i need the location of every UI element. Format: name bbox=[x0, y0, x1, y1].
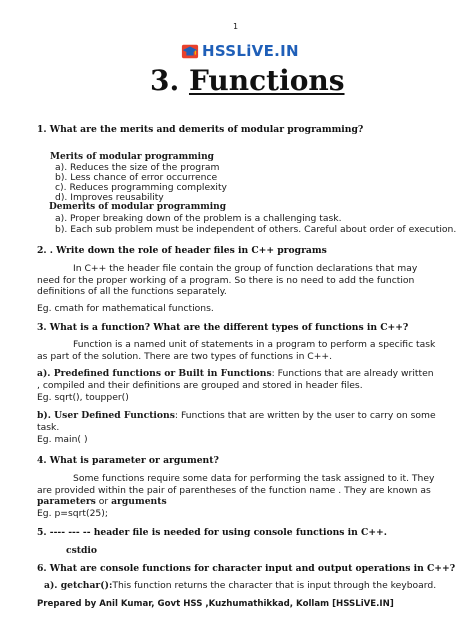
merits-heading: Merits of modular programming bbox=[50, 152, 214, 162]
merit-item: a). Reduces the size of the program bbox=[55, 162, 220, 173]
predefined-functions bbox=[37, 368, 439, 391]
question-4: 4. What is parameter or argument? bbox=[37, 455, 219, 466]
site-logo[interactable] bbox=[181, 40, 299, 62]
predefined-text: : Functions that are already written , compiled and their definitions are grouped and stored in header files. bbox=[37, 368, 434, 391]
question-1: 1. What are the merits and demerits of modular programming? bbox=[37, 124, 364, 135]
page-footer: Prepared by Anil Kumar, Govt HSS ,Kuzhumathikkad, Kollam [HSSLiVE.IN] bbox=[37, 599, 394, 609]
term-parameters: parameters bbox=[37, 496, 96, 507]
merit-item: b). Less chance of error occurrence bbox=[55, 172, 218, 183]
user-defined-example: Eg. main( ) bbox=[37, 434, 88, 445]
predefined-example: Eg. sqrt(), toupper() bbox=[37, 392, 129, 403]
graduation-cap-icon bbox=[181, 42, 199, 60]
page-number: 1 bbox=[233, 22, 239, 31]
answer-4-text: Some functions require some data for performing the task assigned to it. They are provided within the pair of parentheses of the function name . They are known as bbox=[37, 473, 435, 496]
term-arguments: arguments bbox=[111, 496, 167, 507]
user-defined-text: : Functions that are written by the user to carry on some task. bbox=[37, 410, 436, 433]
answer-5: cstdio bbox=[66, 545, 98, 556]
answer-4 bbox=[37, 473, 439, 508]
logo-text: HSSLiVE.IN bbox=[202, 42, 299, 60]
demerits-heading: Demerits of modular programming bbox=[49, 202, 226, 212]
answer-2: In C++ the header file contain the group of function declarations that may need for the proper working of a program. So there is no need to add the function definitions of all the functions separately. bbox=[37, 263, 418, 297]
predefined-label: a). Predefined functions or Built in Functions bbox=[37, 368, 272, 379]
question-2: 2. . Write down the role of header files in C++ programs bbox=[37, 245, 327, 256]
example-4: Eg. p=sqrt(25); bbox=[37, 508, 108, 519]
merit-item: d). Improves reusability bbox=[55, 192, 164, 203]
question-6: 6. What are console functions for character input and output operations in C++? bbox=[37, 563, 456, 574]
question-5: 5. ---- --- -- header file is needed for using console functions in C++. bbox=[37, 527, 387, 538]
answer-3: Function is a named unit of statements in a program to perform a specific task as part of the solution. There are two types of functions in C++. bbox=[37, 339, 436, 362]
getchar-label: a). getchar(): bbox=[44, 580, 113, 591]
example-2: Eg. cmath for mathematical functions. bbox=[37, 303, 214, 314]
demerit-item: a). Proper breaking down of the problem is a challenging task. bbox=[55, 213, 342, 224]
demerit-item: b). Each sub problem must be independent of others. Careful about order of execution. bbox=[55, 224, 457, 235]
title-number: 3. bbox=[150, 64, 180, 97]
getchar-description bbox=[44, 580, 436, 591]
user-defined-label: b). User Defined Functions bbox=[37, 410, 175, 421]
answer-4-or: or bbox=[95, 496, 112, 507]
page-title bbox=[150, 64, 345, 97]
title-text: Functions bbox=[188, 64, 345, 97]
user-defined-functions bbox=[37, 410, 439, 433]
merit-item: c). Reduces programming complexity bbox=[55, 182, 227, 193]
question-3: 3. What is a function? What are the different types of functions in C++? bbox=[37, 322, 409, 333]
getchar-text: This function returns the character that is input through the keyboard. bbox=[112, 580, 437, 591]
